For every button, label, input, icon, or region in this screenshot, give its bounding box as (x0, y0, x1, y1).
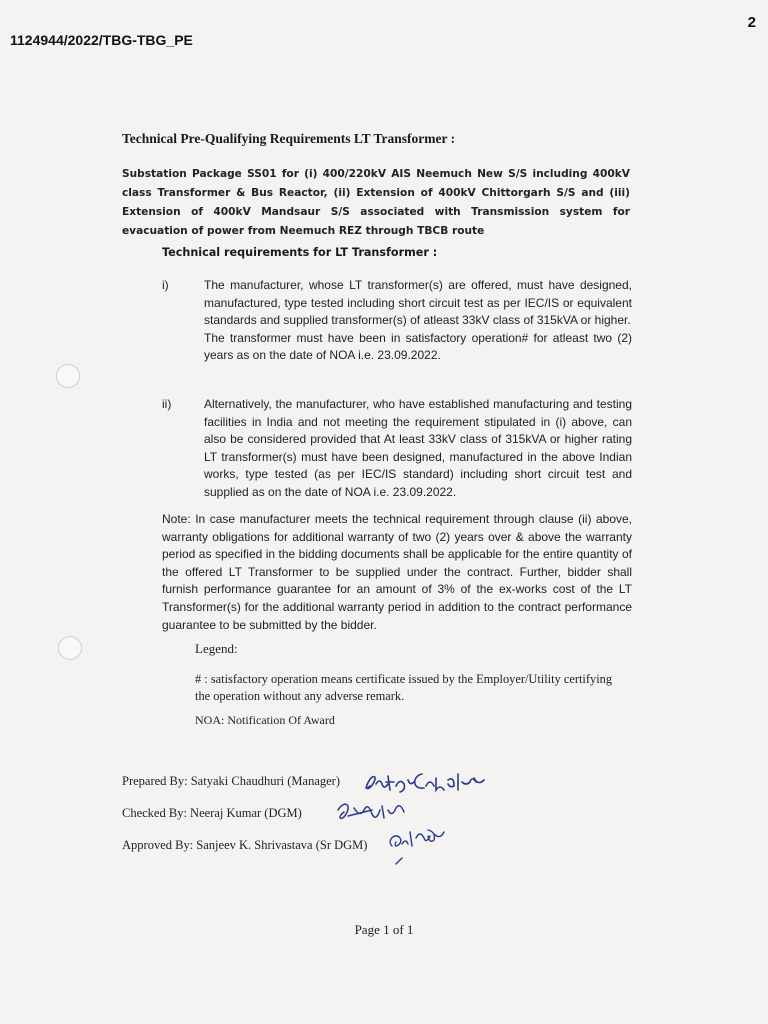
prepared-by: Prepared By: Satyaki Chaudhuri (Manager) (122, 774, 340, 788)
legend-definition: # : satisfactory operation means certificate issued by the Employer/Utility certifying the operation without any adverse remark. (195, 672, 613, 703)
note-paragraph: Note: In case manufacturer meets the technical requirement through clause (ii) above, warranty obligations for additional warranty of two (2) years over & above the warranty period as specified in the bidding documents shall be applicable for the entire quantity of the offered LT Transformer to be supplied under the contract. Further, bidder shall furnish performance guarantee for an amount of 3% of the ex-works cost of the LT Transformer(s) for the additional warranty period in addition to the contract performance guarantee to be submitted by the bidder. (162, 512, 632, 632)
signature-approved (382, 822, 452, 868)
package-description: Substation Package SS01 for (i) 400/220kV AIS Neemuch New S/S including 400kV class Transformer & Bus Reactor, (ii) Extension of 400kV Chittorgarh S/S and (iii) Extension of 400kV Mandsaur S/S associated with Transmission system for evacuation of power from Neemuch REZ through TBCB route (122, 168, 630, 237)
clause-ii (162, 396, 632, 502)
punch-hole-mark (58, 636, 82, 660)
clause-body (204, 396, 632, 502)
section-heading: Technical requirements for LT Transformer : (162, 246, 438, 259)
clause-number: i) (162, 278, 169, 292)
signature-prepared (362, 768, 492, 798)
clause-body (204, 277, 632, 365)
clause-paragraph: Alternatively, the manufacturer, who have established manufacturing and testing facilities in India and not meeting the requirement stipulated in (i) above, can also be considered provided that At least 33kV class of 315kVA or higher rating LT transformer(s) must have been designed, manufactured in the above Indian works, type tested (as per IEC/IS standard) including short circuit test and supplied as on the date of NOA i.e. 23.09.2022. (204, 397, 632, 499)
page-number: 2 (747, 14, 756, 31)
clause-paragraph: The transformer must have been in satisfactory operation# for atleast two (2) years as on the date of NOA i.e. 23.09.2022. (204, 330, 632, 363)
legend-noa: NOA: Notification Of Award (195, 713, 335, 727)
clause-i (162, 277, 632, 365)
approved-by: Approved By: Sanjeev K. Shrivastava (Sr DGM) (122, 838, 368, 852)
legend-title: Legend: (195, 641, 238, 656)
footer-page-indicator: Page 1 of 1 (354, 922, 414, 937)
reference-number: 1124944/2022/TBG-TBG_PE (10, 32, 193, 48)
document-title: Technical Pre-Qualifying Requirements LT Transformer : (122, 131, 456, 146)
clause-number: ii) (162, 397, 172, 411)
checked-by: Checked By: Neeraj Kumar (DGM) (122, 806, 302, 820)
punch-hole-mark (56, 364, 80, 388)
clause-paragraph: The manufacturer, whose LT transformer(s) are offered, must have designed, manufactured, type tested including short circuit test as per IEC/IS or equivalent standards and supplied transformer(s) of atleast 33kV class of 315kVA or higher. (204, 278, 632, 328)
